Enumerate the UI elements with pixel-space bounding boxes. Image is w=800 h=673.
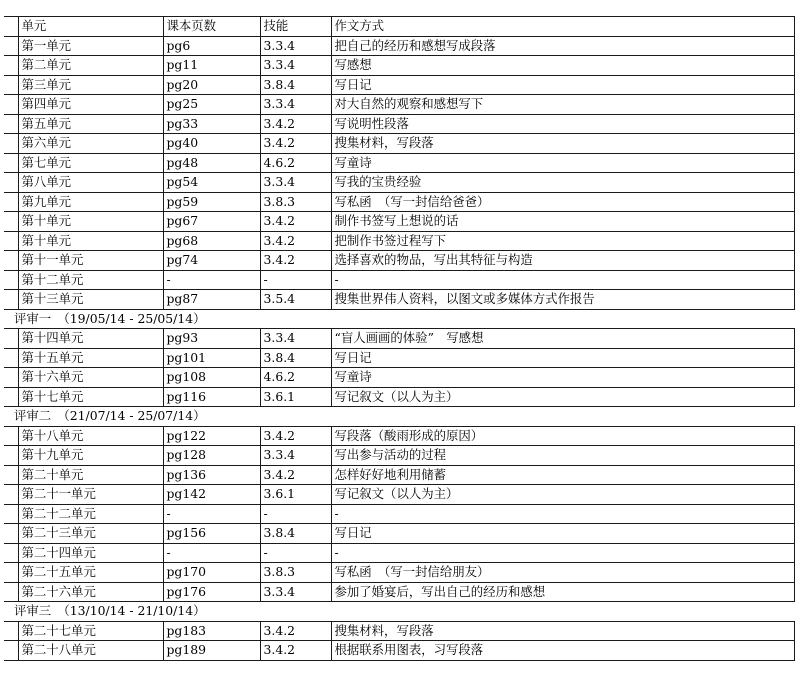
- unit-cell: 第十六单元: [18, 368, 163, 388]
- method-cell: 写说明性段落: [331, 114, 794, 134]
- unit-cell: 第十八单元: [18, 426, 163, 446]
- table-row: [4, 36, 794, 56]
- method-cell: 写记叙文（以人为主）: [331, 387, 794, 407]
- table-row: [4, 582, 794, 602]
- page-cell: pg142: [163, 485, 260, 505]
- table-row: [4, 173, 794, 193]
- skill-cell: -: [260, 270, 331, 290]
- page-cell: pg54: [163, 173, 260, 193]
- page-cell: pg20: [163, 75, 260, 95]
- row-gutter: [4, 290, 18, 310]
- row-gutter: [4, 641, 18, 661]
- page-cell: -: [163, 504, 260, 524]
- table-row: [4, 329, 794, 349]
- row-gutter: [4, 173, 18, 193]
- table-row: [4, 368, 794, 388]
- method-cell: 写出参与活动的过程: [331, 446, 794, 466]
- page-cell: pg68: [163, 231, 260, 251]
- row-gutter: [4, 426, 18, 446]
- writing-schedule-table: [4, 16, 795, 661]
- skill-cell: 3.3.4: [260, 173, 331, 193]
- table-row: [4, 426, 794, 446]
- unit-cell: 第十单元: [18, 212, 163, 232]
- table-row: [4, 348, 794, 368]
- row-gutter: [4, 504, 18, 524]
- row-gutter: [4, 446, 18, 466]
- unit-cell: 第二十二单元: [18, 504, 163, 524]
- table-row: [4, 504, 794, 524]
- method-cell: 搜集材料，写段落: [331, 621, 794, 641]
- table-row: [4, 95, 794, 115]
- skill-cell: 3.4.2: [260, 621, 331, 641]
- unit-cell: 第十二单元: [18, 270, 163, 290]
- unit-cell: 第七单元: [18, 153, 163, 173]
- unit-cell: 第十一单元: [18, 251, 163, 271]
- method-cell: 写童诗: [331, 153, 794, 173]
- row-gutter: [4, 251, 18, 271]
- unit-cell: 第二十七单元: [18, 621, 163, 641]
- table-body: [4, 17, 794, 661]
- unit-cell: 第四单元: [18, 95, 163, 115]
- row-gutter: [4, 95, 18, 115]
- skill-cell: 3.4.2: [260, 134, 331, 154]
- row-gutter: [4, 582, 18, 602]
- row-gutter: [4, 563, 18, 583]
- method-cell: 把制作书签过程写下: [331, 231, 794, 251]
- table-row: [4, 251, 794, 271]
- table-row: [4, 641, 794, 661]
- row-gutter: [4, 231, 18, 251]
- table-row: [4, 231, 794, 251]
- row-gutter: [4, 17, 18, 37]
- skill-cell: 3.8.3: [260, 192, 331, 212]
- row-gutter: [4, 368, 18, 388]
- table-row: [4, 153, 794, 173]
- page-cell: pg136: [163, 465, 260, 485]
- row-gutter: [4, 465, 18, 485]
- method-cell: -: [331, 504, 794, 524]
- page-cell: pg87: [163, 290, 260, 310]
- row-gutter: [4, 114, 18, 134]
- unit-cell: 第二十单元: [18, 465, 163, 485]
- method-cell: 写我的宝贵经验: [331, 173, 794, 193]
- page-cell: pg156: [163, 524, 260, 544]
- page-cell: pg67: [163, 212, 260, 232]
- skill-cell: 3.8.4: [260, 348, 331, 368]
- page-cell: pg122: [163, 426, 260, 446]
- skill-cell: 3.6.1: [260, 387, 331, 407]
- method-cell: 写日记: [331, 348, 794, 368]
- unit-cell: 第二十六单元: [18, 582, 163, 602]
- page-cell: pg25: [163, 95, 260, 115]
- unit-cell: 第八单元: [18, 173, 163, 193]
- unit-cell: 第二十八单元: [18, 641, 163, 661]
- skill-cell: 3.4.2: [260, 465, 331, 485]
- page-cell: pg48: [163, 153, 260, 173]
- page-cell: pg116: [163, 387, 260, 407]
- method-cell: 写记叙文（以人为主）: [331, 485, 794, 505]
- method-cell: 搜集材料，写段落: [331, 134, 794, 154]
- method-cell: 参加了婚宴后，写出自己的经历和感想: [331, 582, 794, 602]
- skill-cell: 3.3.4: [260, 95, 331, 115]
- page-cell: pg101: [163, 348, 260, 368]
- row-gutter: [4, 153, 18, 173]
- skill-cell: 3.3.4: [260, 446, 331, 466]
- method-cell: 搜集世界伟人资料，以图文或多媒体方式作报告: [331, 290, 794, 310]
- skill-cell: 3.3.4: [260, 329, 331, 349]
- skill-cell: 3.3.4: [260, 582, 331, 602]
- method-cell: -: [331, 543, 794, 563]
- unit-cell: 第二十五单元: [18, 563, 163, 583]
- method-cell: 怎样好好地利用储蓄: [331, 465, 794, 485]
- page-cell: pg183: [163, 621, 260, 641]
- review-label: 评审二 （21/07/14 - 25/07/14）: [4, 407, 794, 427]
- header-row: [4, 17, 794, 37]
- unit-cell: 第十九单元: [18, 446, 163, 466]
- header-method: 作文方式: [331, 17, 794, 37]
- method-cell: “盲人画画的体验” 写感想: [331, 329, 794, 349]
- skill-cell: 3.4.2: [260, 114, 331, 134]
- skill-cell: -: [260, 504, 331, 524]
- unit-cell: 第十单元: [18, 231, 163, 251]
- row-gutter: [4, 387, 18, 407]
- row-gutter: [4, 212, 18, 232]
- row-gutter: [4, 75, 18, 95]
- table-row: [4, 387, 794, 407]
- table-row: [4, 75, 794, 95]
- page-cell: pg11: [163, 56, 260, 76]
- unit-cell: 第一单元: [18, 36, 163, 56]
- row-gutter: [4, 56, 18, 76]
- table-row: [4, 465, 794, 485]
- review-label: 评审三 （13/10/14 - 21/10/14）: [4, 602, 794, 622]
- skill-cell: 3.3.4: [260, 56, 331, 76]
- unit-cell: 第十四单元: [18, 329, 163, 349]
- method-cell: 选择喜欢的物品，写出其特征与构造: [331, 251, 794, 271]
- row-gutter: [4, 192, 18, 212]
- review-row: [4, 407, 794, 427]
- header-page: 课本页数: [163, 17, 260, 37]
- page-cell: pg170: [163, 563, 260, 583]
- method-cell: 根据联系用图表，习写段落: [331, 641, 794, 661]
- page-cell: pg108: [163, 368, 260, 388]
- skill-cell: 3.4.2: [260, 426, 331, 446]
- method-cell: 对大自然的观察和感想写下: [331, 95, 794, 115]
- page-cell: pg93: [163, 329, 260, 349]
- row-gutter: [4, 36, 18, 56]
- row-gutter: [4, 524, 18, 544]
- row-gutter: [4, 621, 18, 641]
- skill-cell: 3.3.4: [260, 36, 331, 56]
- unit-cell: 第十三单元: [18, 290, 163, 310]
- row-gutter: [4, 329, 18, 349]
- unit-cell: 第十五单元: [18, 348, 163, 368]
- row-gutter: [4, 485, 18, 505]
- method-cell: 把自己的经历和感想写成段落: [331, 36, 794, 56]
- unit-cell: 第十七单元: [18, 387, 163, 407]
- unit-cell: 第五单元: [18, 114, 163, 134]
- skill-cell: 3.4.2: [260, 231, 331, 251]
- page-cell: pg40: [163, 134, 260, 154]
- page-cell: pg33: [163, 114, 260, 134]
- method-cell: 写童诗: [331, 368, 794, 388]
- page-cell: pg128: [163, 446, 260, 466]
- skill-cell: 3.8.4: [260, 524, 331, 544]
- row-gutter: [4, 134, 18, 154]
- page-cell: -: [163, 270, 260, 290]
- unit-cell: 第二十四单元: [18, 543, 163, 563]
- method-cell: 写段落（酸雨形成的原因）: [331, 426, 794, 446]
- unit-cell: 第三单元: [18, 75, 163, 95]
- row-gutter: [4, 348, 18, 368]
- method-cell: 制作书签写上想说的话: [331, 212, 794, 232]
- review-row: [4, 602, 794, 622]
- page-cell: pg6: [163, 36, 260, 56]
- page-cell: pg189: [163, 641, 260, 661]
- table-row: [4, 212, 794, 232]
- review-label: 评审一 （19/05/14 - 25/05/14）: [4, 309, 794, 329]
- method-cell: 写日记: [331, 75, 794, 95]
- table-row: [4, 543, 794, 563]
- table-row: [4, 270, 794, 290]
- skill-cell: -: [260, 543, 331, 563]
- table-row: [4, 56, 794, 76]
- table-row: [4, 485, 794, 505]
- row-gutter: [4, 270, 18, 290]
- table-row: [4, 563, 794, 583]
- skill-cell: 3.4.2: [260, 251, 331, 271]
- unit-cell: 第二十一单元: [18, 485, 163, 505]
- method-cell: 写私函 （写一封信给爸爸）: [331, 192, 794, 212]
- skill-cell: 3.4.2: [260, 641, 331, 661]
- header-unit: 单元: [18, 17, 163, 37]
- skill-cell: 4.6.2: [260, 153, 331, 173]
- table-row: [4, 134, 794, 154]
- row-gutter: [4, 543, 18, 563]
- page-cell: pg59: [163, 192, 260, 212]
- table-row: [4, 524, 794, 544]
- table-row: [4, 446, 794, 466]
- skill-cell: 3.8.4: [260, 75, 331, 95]
- header-skill: 技能: [260, 17, 331, 37]
- method-cell: 写日记: [331, 524, 794, 544]
- method-cell: 写感想: [331, 56, 794, 76]
- skill-cell: 3.4.2: [260, 212, 331, 232]
- table-row: [4, 114, 794, 134]
- skill-cell: 4.6.2: [260, 368, 331, 388]
- table-row: [4, 192, 794, 212]
- unit-cell: 第二单元: [18, 56, 163, 76]
- page-cell: pg176: [163, 582, 260, 602]
- unit-cell: 第九单元: [18, 192, 163, 212]
- page-cell: -: [163, 543, 260, 563]
- skill-cell: 3.8.3: [260, 563, 331, 583]
- table-row: [4, 621, 794, 641]
- page-cell: pg74: [163, 251, 260, 271]
- skill-cell: 3.6.1: [260, 485, 331, 505]
- review-row: [4, 309, 794, 329]
- table-row: [4, 290, 794, 310]
- unit-cell: 第六单元: [18, 134, 163, 154]
- skill-cell: 3.5.4: [260, 290, 331, 310]
- method-cell: -: [331, 270, 794, 290]
- unit-cell: 第二十三单元: [18, 524, 163, 544]
- method-cell: 写私函 （写一封信给朋友）: [331, 563, 794, 583]
